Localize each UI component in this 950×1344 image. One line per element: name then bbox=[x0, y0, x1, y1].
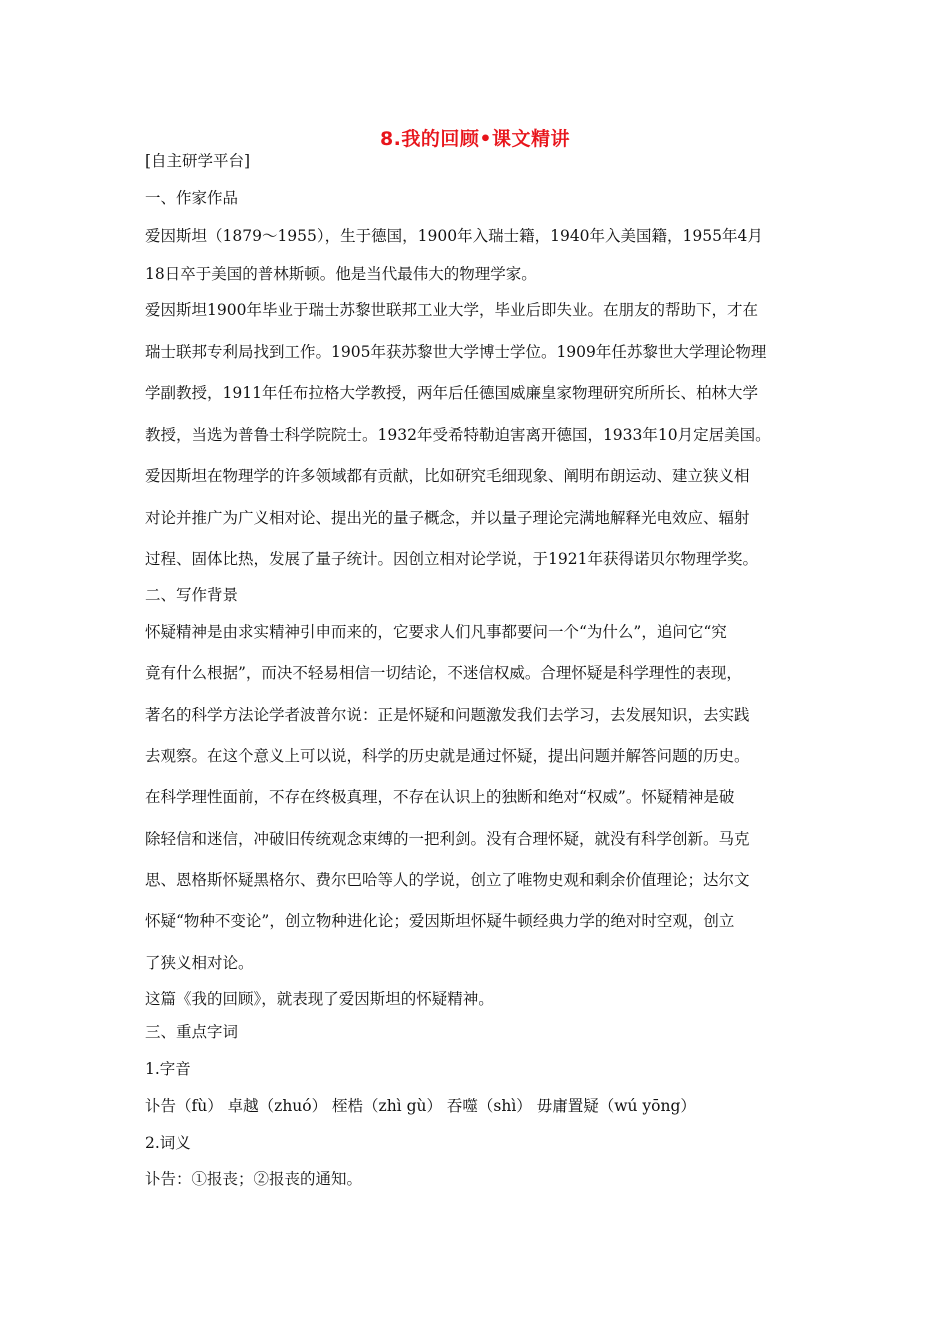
paragraph-line: 怀疑精神是由求实精神引申而来的，它要求人们凡事都要问一个“为什么”，追问它“究 bbox=[145, 623, 727, 641]
paragraph-line: 思、恩格斯怀疑黑格尔、费尔巴哈等人的学说，创立了唯物史观和剩余价值理论；达尔文 bbox=[145, 871, 750, 889]
paragraph-line: 竟有什么根据”，而决不轻易相信一切结论，不迷信权威。合理怀疑是科学理性的表现， bbox=[145, 664, 742, 682]
paragraph-line: 著名的科学方法论学者波普尔说：正是怀疑和问题激发我们去学习，去发展知识，去实践 bbox=[145, 706, 750, 724]
paragraph-line: 除轻信和迷信，冲破旧传统观念束缚的一把利剑。没有合理怀疑，就没有科学创新。马克 bbox=[145, 830, 750, 848]
section-heading: 三、重点字词 bbox=[145, 1023, 239, 1041]
paragraph-line: 18日卒于美国的普林斯顿。他是当代最伟大的物理学家。 bbox=[145, 265, 537, 283]
subsection-heading: 2.词义 bbox=[145, 1134, 191, 1152]
definition-line: 讣告：①报丧；②报丧的通知。 bbox=[145, 1170, 363, 1188]
subsection-heading: 1.字音 bbox=[145, 1060, 191, 1078]
paragraph-line: 这篇《我的回顾》，就表现了爱因斯坦的怀疑精神。 bbox=[145, 990, 494, 1008]
paragraph-line: 教授，当选为普鲁士科学院院士。1932年受希特勒迫害离开德国，1933年10月定居美国。 bbox=[145, 426, 771, 444]
paragraph-line: 学副教授，1911年任布拉格大学教授，两年后任德国威廉皇家物理研究所所长、柏林大学 bbox=[145, 384, 758, 402]
section-heading: 一、作家作品 bbox=[145, 189, 239, 207]
section-heading: 二、写作背景 bbox=[145, 586, 239, 604]
paragraph-line: 去观察。在这个意义上可以说，科学的历史就是通过怀疑，提出问题并解答问题的历史。 bbox=[145, 747, 750, 765]
paragraph-line: 爱因斯坦（1879～1955），生于德国，1900年入瑞士籍，1940年入美国籍，1955年4月 bbox=[145, 227, 763, 245]
paragraph-line: 过程、固体比热，发展了量子统计。因创立相对论学说，于1921年获得诺贝尔物理学奖。 bbox=[145, 550, 758, 568]
paragraph-line: 在科学理性面前，不存在终极真理，不存在认识上的独断和绝对“权威”。怀疑精神是破 bbox=[145, 788, 735, 806]
paragraph-line: 瑞士联邦专利局找到工作。1905年获苏黎世大学博士学位。1909年任苏黎世大学理论物理 bbox=[145, 343, 767, 361]
paragraph-line: 了狭义相对论。 bbox=[145, 954, 254, 972]
pronunciation-line: 讣告（fù） 卓越（zhuó） 桎梏（zhì gù） 吞噬（shì） 毋庸置疑（wú yōng） bbox=[145, 1097, 696, 1115]
paragraph-line: 爱因斯坦1900年毕业于瑞士苏黎世联邦工业大学，毕业后即失业。在朋友的帮助下，才在 bbox=[145, 301, 758, 319]
paragraph-line: 对论并推广为广义相对论、提出光的量子概念，并以量子理论完满地解释光电效应、辐射 bbox=[145, 509, 750, 527]
page-title: 8.我的回顾•课文精讲 bbox=[379, 128, 571, 150]
section-tag: [自主研学平台] bbox=[145, 152, 251, 170]
paragraph-line: 爱因斯坦在物理学的许多领域都有贡献，比如研究毛细现象、阐明布朗运动、建立狭义相 bbox=[145, 467, 750, 485]
paragraph-line: 怀疑“物种不变论”，创立物种进化论；爱因斯坦怀疑牛顿经典力学的绝对时空观，创立 bbox=[145, 912, 735, 930]
